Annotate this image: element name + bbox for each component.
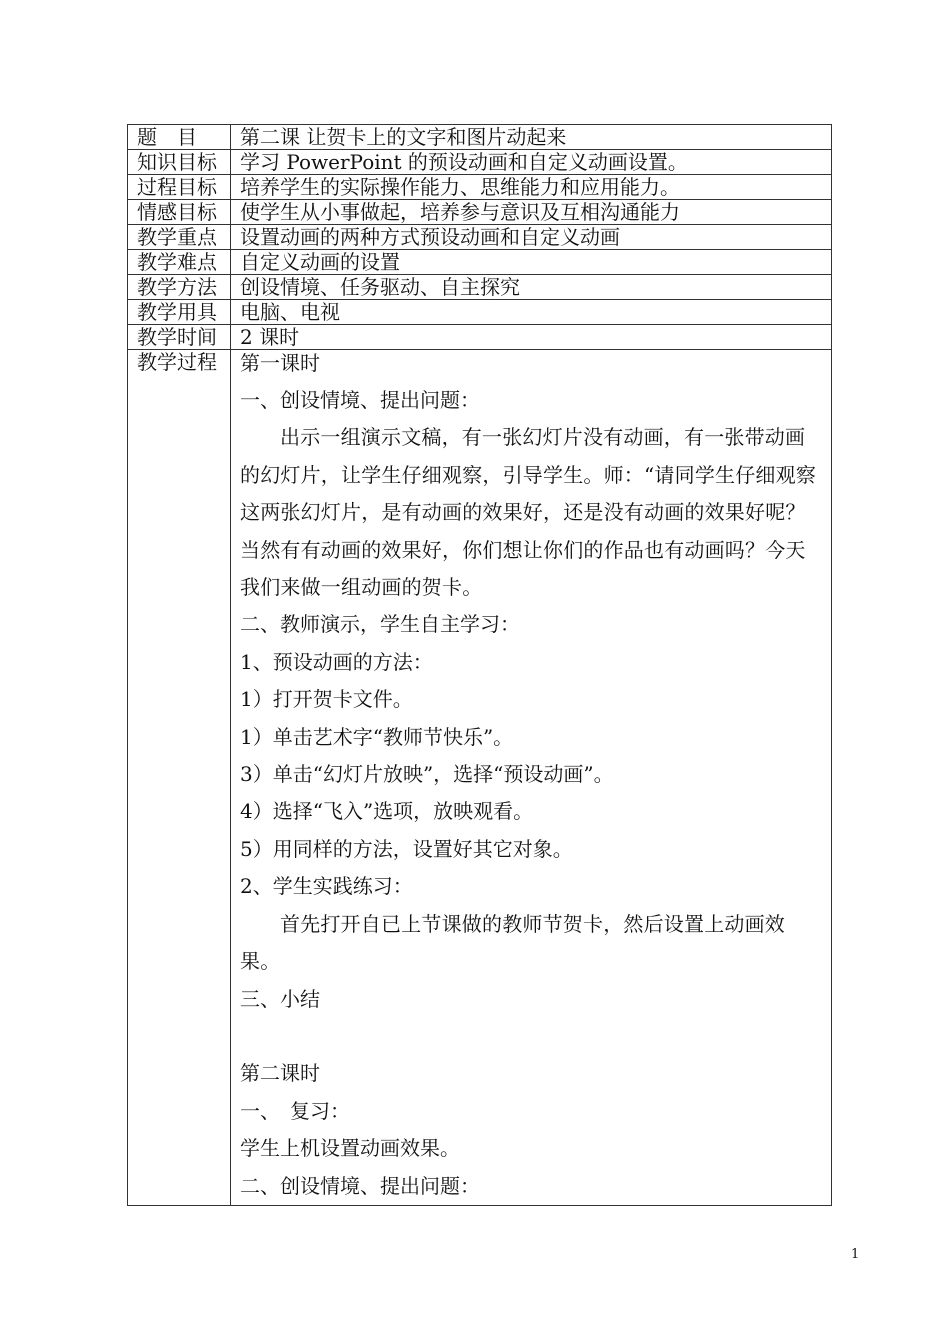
row-label: 教学时间 [128,325,231,350]
blank-line [240,1018,823,1055]
section-heading: 二、创设情境、提出问题： [240,1173,480,1198]
row-value: 电脑、电视 [231,300,832,325]
lesson-plan-table [127,124,832,1206]
row-label: 教学重点 [128,225,231,250]
table-row [128,150,832,175]
process-label: 教学过程 [128,350,231,1206]
row-label: 教学用具 [128,300,231,325]
table-row [128,125,832,150]
table-row [128,175,832,200]
process-row [128,350,832,1206]
section-heading: 一、创设情境、提出问题： [240,388,480,412]
lesson-two-heading: 第二课时 [240,1061,320,1086]
list-item: 5）用同样的方法，设置好其它对象。 [240,836,573,861]
table-row [128,250,832,275]
page-number: 1 [851,1247,860,1262]
paragraph: 首先打开自已上节课做的教师节贺卡，然后设置上动画效果。 [240,911,785,974]
row-label: 情感目标 [128,200,231,225]
row-value: 自定义动画的设置 [231,250,832,275]
table-row [128,200,832,225]
row-label: 题 目 [128,125,231,150]
table-row [128,225,832,250]
list-item: 3）单击“幻灯片放映”，选择“预设动画”。 [240,762,614,787]
list-item: 2、学生实践练习： [240,874,413,899]
row-value: 培养学生的实际操作能力、思维能力和应用能力。 [231,175,832,200]
row-value: 第二课 让贺卡上的文字和图片动起来 [231,125,832,150]
paragraph: 出示一组演示文稿，有一张幻灯片没有动画，有一张带动画的幻灯片，让学生仔细观察，引导学生。师：“请同学生仔细观察这两张幻灯片，是有动画的效果好，还是没有动画的效果好呢？当然有有动画的效果好，你们想让你们的作品也有动画吗？今天我们来做一组动画的贺卡。 [240,425,817,600]
lesson-one-heading: 第一课时 [240,351,320,375]
row-value: 使学生从小事做起，培养参与意识及互相沟通能力 [231,200,832,225]
table-row [128,275,832,300]
list-item: 4）选择“飞入”选项，放映观看。 [240,799,534,824]
table-row [128,300,832,325]
section-heading: 一、 复习： [240,1098,350,1123]
list-item: 1）打开贺卡文件。 [240,687,413,712]
list-item: 1）单击艺术字“教师节快乐”。 [240,724,514,749]
process-content [231,350,832,1206]
row-label: 教学方法 [128,275,231,300]
row-label: 过程目标 [128,175,231,200]
row-value: 2 课时 [231,325,832,350]
row-label: 知识目标 [128,150,231,175]
table-row [128,325,832,350]
section-heading: 三、小结 [240,986,320,1011]
row-value: 设置动画的两种方式预设动画和自定义动画 [231,225,832,250]
row-value: 创设情境、任务驱动、自主探究 [231,275,832,300]
section-heading: 二、教师演示，学生自主学习： [240,612,520,637]
list-item: 学生上机设置动画效果。 [240,1136,460,1161]
row-value: 学习 PowerPoint 的预设动画和自定义动画设置。 [231,150,832,175]
list-item: 1、预设动画的方法： [240,649,433,674]
row-label: 教学难点 [128,250,231,275]
